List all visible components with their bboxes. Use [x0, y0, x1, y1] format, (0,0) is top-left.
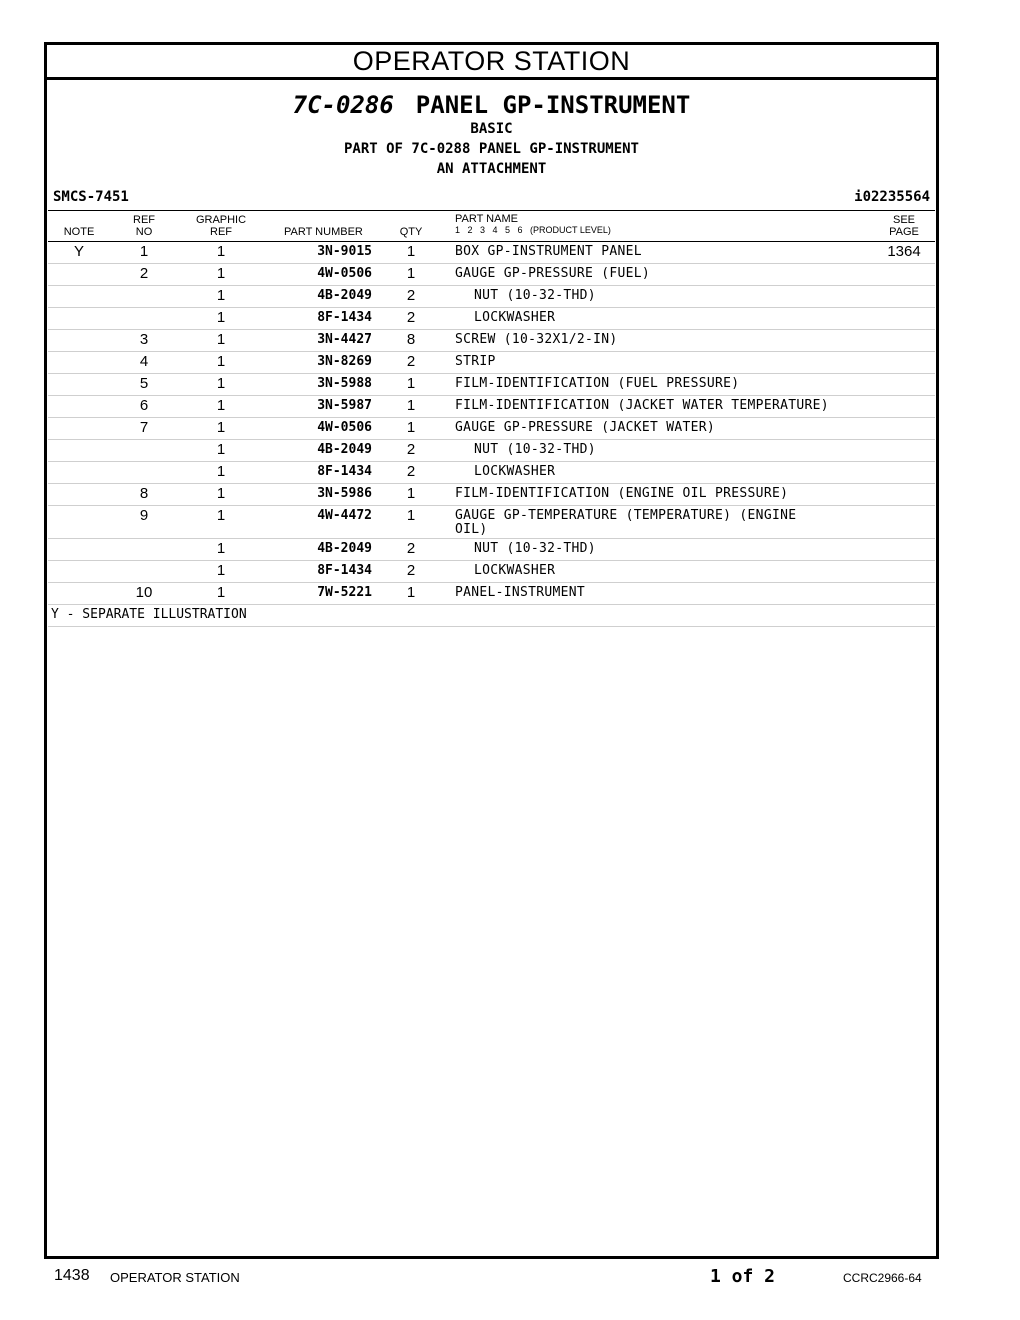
col-see-bottom: PAGE	[889, 226, 919, 238]
ref-cell: 7	[139, 419, 149, 436]
col-see-top: SEE	[892, 214, 915, 226]
table-row	[48, 418, 935, 440]
part-name-cell: GAUGE GP-PRESSURE (FUEL)	[455, 266, 651, 281]
part-name-cell: FILM-IDENTIFICATION (JACKET WATER TEMPERATURE)	[455, 398, 829, 413]
graphic-ref-cell: 1	[216, 331, 226, 348]
note-cell: Y	[73, 243, 84, 260]
part-number-cell: 4W-0506	[317, 420, 372, 435]
part-number-cell: 4B-2049	[317, 288, 372, 303]
table-row	[48, 330, 935, 352]
part-name-cell: NUT (10-32-THD)	[474, 288, 596, 303]
qty-cell: 2	[406, 309, 416, 326]
qty-cell: 1	[406, 419, 416, 436]
col-graphic-bottom: REF	[210, 226, 232, 238]
table-row	[48, 506, 935, 539]
illustration-note: Y - SEPARATE ILLUSTRATION	[48, 605, 935, 627]
column-headers	[48, 210, 935, 242]
table-row	[48, 264, 935, 286]
graphic-ref-cell: 1	[216, 419, 226, 436]
part-header	[47, 80, 936, 210]
header-basic: BASIC	[470, 121, 513, 137]
part-name-cell: BOX GP-INSTRUMENT PANEL	[455, 244, 642, 259]
see-page-cell: 1364	[887, 243, 921, 260]
col-note: NOTE	[63, 226, 95, 238]
part-name-cell: STRIP	[455, 354, 496, 369]
graphic-ref-cell: 1	[216, 243, 226, 260]
part-name-cell: GAUGE GP-PRESSURE (JACKET WATER)	[455, 420, 716, 435]
ref-cell: 4	[139, 353, 149, 370]
illustration-id: i02235564	[854, 189, 930, 205]
graphic-ref-cell: 1	[216, 441, 226, 458]
table-row	[48, 440, 935, 462]
table-row	[48, 484, 935, 506]
part-number-cell: 8F-1434	[317, 310, 372, 325]
ref-cell: 3	[139, 331, 149, 348]
graphic-ref-cell: 1	[216, 309, 226, 326]
col-graphic-top: GRAPHIC	[195, 214, 247, 226]
qty-cell: 2	[406, 540, 416, 557]
table-row	[48, 396, 935, 418]
part-number-cell: 4W-0506	[317, 266, 372, 281]
ref-cell: 1	[139, 243, 149, 260]
part-name-cell: FILM-IDENTIFICATION (ENGINE OIL PRESSURE)	[455, 486, 789, 501]
qty-cell: 1	[406, 584, 416, 601]
parts-list	[48, 242, 935, 605]
footer-page-number: 1438	[54, 1267, 90, 1284]
part-name-cell: LOCKWASHER	[474, 563, 556, 578]
table-row	[48, 308, 935, 330]
graphic-ref-cell: 1	[216, 265, 226, 282]
table-row	[48, 374, 935, 396]
part-number-cell: 3N-4427	[317, 332, 372, 347]
smcs-code: SMCS-7451	[53, 189, 129, 205]
part-name-cell: LOCKWASHER	[474, 464, 556, 479]
table-row	[48, 539, 935, 561]
col-ref-bottom: NO	[135, 226, 153, 238]
part-name-cell: NUT (10-32-THD)	[474, 541, 596, 556]
qty-cell: 2	[406, 287, 416, 304]
footer-page-of: 1 of 2	[710, 1266, 776, 1287]
qty-cell: 1	[406, 485, 416, 502]
section-title: OPERATOR STATION	[47, 45, 936, 80]
graphic-ref-cell: 1	[216, 353, 226, 370]
part-name-cell-continued: OIL)	[455, 522, 488, 537]
part-number-cell: 4W-4472	[317, 508, 372, 523]
part-number-cell: 3N-5987	[317, 398, 372, 413]
part-name-cell: LOCKWASHER	[474, 310, 556, 325]
qty-cell: 2	[406, 353, 416, 370]
part-number-cell: 8F-1434	[317, 464, 372, 479]
part-number-cell: 3N-8269	[317, 354, 372, 369]
ref-cell: 6	[139, 397, 149, 414]
qty-cell: 8	[406, 331, 416, 348]
table-row	[48, 583, 935, 605]
qty-cell: 1	[406, 243, 416, 260]
table-row	[48, 242, 935, 264]
col-product-levels: 1 2 3 4 5 6 (PRODUCT LEVEL)	[455, 225, 611, 235]
ref-cell: 8	[139, 485, 149, 502]
table-row	[48, 286, 935, 308]
header-attachment: AN ATTACHMENT	[436, 161, 547, 177]
part-title-line	[47, 90, 936, 120]
col-part-name: PART NAME	[455, 213, 518, 225]
graphic-ref-cell: 1	[216, 463, 226, 480]
ref-cell: 9	[139, 507, 149, 524]
header-part-of: PART OF 7C-0288 PANEL GP-INSTRUMENT	[343, 141, 639, 157]
qty-cell: 1	[406, 375, 416, 392]
graphic-ref-cell: 1	[216, 540, 226, 557]
qty-cell: 1	[406, 397, 416, 414]
ref-cell: 2	[139, 265, 149, 282]
col-part-number: PART NUMBER	[284, 226, 363, 238]
qty-cell: 2	[406, 441, 416, 458]
table-row	[48, 561, 935, 583]
parts-page-frame	[44, 42, 939, 1259]
part-number-cell: 8F-1434	[317, 563, 372, 578]
footer-document-code: CCRC2966-64	[843, 1271, 922, 1285]
qty-cell: 1	[406, 265, 416, 282]
part-number-cell: 3N-9015	[317, 244, 372, 259]
part-number-title: 7C-0286	[292, 91, 394, 119]
part-name-cell: NUT (10-32-THD)	[474, 442, 596, 457]
col-ref-top: REF	[133, 214, 155, 226]
table-row	[48, 352, 935, 374]
graphic-ref-cell: 1	[216, 397, 226, 414]
qty-cell: 2	[406, 463, 416, 480]
part-number-cell: 3N-5988	[317, 376, 372, 391]
graphic-ref-cell: 1	[216, 375, 226, 392]
part-number-cell: 3N-5986	[317, 486, 372, 501]
part-title: PANEL GP-INSTRUMENT	[415, 91, 691, 119]
part-name-cell: SCREW (10-32X1/2-IN)	[455, 332, 618, 347]
part-number-cell: 4B-2049	[317, 442, 372, 457]
part-name-cell: PANEL-INSTRUMENT	[455, 585, 586, 600]
ref-cell: 5	[139, 375, 149, 392]
graphic-ref-cell: 1	[216, 584, 226, 601]
part-name-cell: GAUGE GP-TEMPERATURE (TEMPERATURE) (ENGINE	[455, 508, 797, 523]
qty-cell: 1	[406, 507, 416, 524]
part-name-cell: FILM-IDENTIFICATION (FUEL PRESSURE)	[455, 376, 740, 391]
graphic-ref-cell: 1	[216, 485, 226, 502]
ref-cell: 10	[135, 584, 153, 601]
part-number-cell: 7W-5221	[317, 585, 372, 600]
qty-cell: 2	[406, 562, 416, 579]
col-qty: QTY	[399, 226, 423, 238]
table-row	[48, 462, 935, 484]
part-number-cell: 4B-2049	[317, 541, 372, 556]
graphic-ref-cell: 1	[216, 287, 226, 304]
graphic-ref-cell: 1	[216, 507, 226, 524]
footer-section: OPERATOR STATION	[110, 1270, 240, 1285]
graphic-ref-cell: 1	[216, 562, 226, 579]
